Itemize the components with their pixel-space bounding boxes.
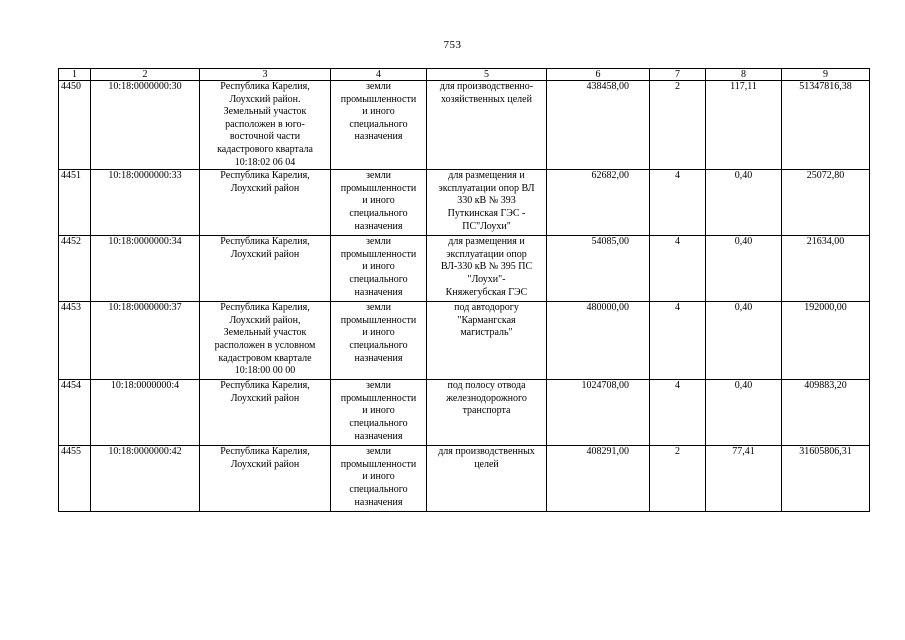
location-cell-line: кадастрового квартала [217, 143, 313, 155]
land-category-cell-line: назначения [354, 286, 403, 298]
column-header: 2 [91, 69, 200, 81]
location-cell-line: Республика Карелия, [220, 81, 310, 92]
land-category-cell-line: и иного [362, 405, 395, 417]
cadastral-number-cell: 10:18:0000000:4 [91, 380, 200, 446]
permitted-use-cell-line: "Лоухи"- [467, 273, 506, 285]
land-category-cell-line: назначения [354, 131, 403, 143]
cadastral-value-cell: 31605806,31 [782, 446, 870, 512]
cadastral-value-cell: 192000,00 [782, 302, 870, 380]
cadastral-value-cell: 21634,00 [782, 236, 870, 302]
cadastral-value-cell: 51347816,38 [782, 81, 870, 170]
rate-cell: 0,40 [706, 302, 782, 380]
permitted-use-cell [427, 380, 547, 446]
group-cell: 4 [650, 302, 706, 380]
rate-cell: 77,41 [706, 446, 782, 512]
location-cell-line: Республика Карелия, [220, 302, 310, 314]
location-cell-line: Республика Карелия, [220, 236, 310, 248]
land-category-cell-line: специального [349, 273, 408, 285]
land-category-cell-line: земли [365, 380, 392, 392]
location-cell-line: Лоухский район [230, 182, 300, 194]
permitted-use-cell-line: магистраль" [460, 327, 513, 339]
rate-cell: 0,40 [706, 236, 782, 302]
land-category-cell-line: промышленности [340, 248, 417, 260]
land-category-cell-line: назначения [354, 430, 403, 442]
permitted-use-cell-line: для производственных [438, 446, 535, 458]
table-body [59, 81, 870, 512]
permitted-use-cell [427, 170, 547, 236]
land-category-cell-line: земли [365, 446, 392, 458]
column-header: 5 [427, 69, 547, 81]
location-cell-line: 10:18:00 00 00 [234, 365, 296, 377]
permitted-use-cell-line: под полосу отвода [447, 380, 526, 392]
permitted-use-cell-line: для размещения и [448, 170, 525, 182]
table-row [59, 302, 870, 380]
land-category-cell-line: земли [365, 236, 392, 248]
land-category-cell-line: промышленности [340, 93, 417, 105]
area-cell: 1024708,00 [547, 380, 650, 446]
permitted-use-cell-line: эксплуатации опор [446, 248, 527, 260]
column-header: 3 [200, 69, 331, 81]
land-category-cell-line: земли [365, 81, 392, 92]
permitted-use-cell-line: ВЛ-330 кВ № 395 ПС [440, 261, 533, 273]
cadastral-value-cell: 409883,20 [782, 380, 870, 446]
location-cell [200, 81, 331, 170]
location-cell-line: Республика Карелия, [220, 380, 310, 392]
group-cell: 2 [650, 81, 706, 170]
land-category-cell-line: и иного [362, 195, 395, 207]
land-category-cell-line: специального [349, 483, 408, 495]
location-cell-line: Лоухский район [230, 392, 300, 404]
permitted-use-cell-line: целей [474, 458, 499, 470]
location-cell [200, 446, 331, 512]
land-category-cell-line: назначения [354, 496, 403, 508]
location-cell [200, 170, 331, 236]
cadastral-number-cell: 10:18:0000000:37 [91, 302, 200, 380]
location-cell-line: Лоухский район [230, 248, 300, 260]
location-cell-line: Лоухский район. [229, 93, 301, 105]
group-cell: 4 [650, 170, 706, 236]
land-category-cell [331, 446, 427, 512]
column-header: 4 [331, 69, 427, 81]
permitted-use-cell-line: Княжегубская ГЭС [445, 286, 528, 298]
header-row [59, 69, 870, 81]
row-number-cell: 4450 [59, 81, 91, 170]
permitted-use-cell-line: для размещения и [448, 236, 525, 248]
land-category-cell-line: промышленности [340, 314, 417, 326]
location-cell-line: расположен в условном [214, 339, 316, 351]
land-category-cell-line: промышленности [340, 392, 417, 404]
page-number: 753 [443, 39, 462, 51]
column-header: 6 [547, 69, 650, 81]
rate-cell: 0,40 [706, 170, 782, 236]
row-number-cell: 4453 [59, 302, 91, 380]
land-category-cell-line: назначения [354, 352, 403, 364]
permitted-use-cell-line: железнодорожного [446, 392, 527, 404]
land-category-cell-line: специального [349, 207, 408, 219]
location-cell-line: кадастровом квартале [218, 352, 312, 364]
land-category-cell-line: специального [349, 118, 408, 130]
land-category-cell [331, 302, 427, 380]
rate-cell: 0,40 [706, 380, 782, 446]
land-category-cell-line: специального [349, 339, 408, 351]
land-register-table [58, 68, 870, 512]
group-cell: 4 [650, 380, 706, 446]
land-category-cell-line: и иного [362, 261, 395, 273]
row-number-cell: 4451 [59, 170, 91, 236]
area-cell: 408291,00 [547, 446, 650, 512]
permitted-use-cell-line: транспорта [462, 405, 511, 417]
permitted-use-cell-line: Путкинская ГЭС - [447, 207, 526, 219]
permitted-use-cell-line: под автодорогу [454, 302, 519, 314]
land-category-cell-line: и иного [362, 327, 395, 339]
table-row [59, 170, 870, 236]
permitted-use-cell-line: ПС"Лоухи" [462, 220, 511, 232]
row-number-cell: 4452 [59, 236, 91, 302]
land-category-cell [331, 170, 427, 236]
cadastral-number-cell: 10:18:0000000:42 [91, 446, 200, 512]
land-category-cell-line: и иного [362, 106, 395, 118]
location-cell-line: Лоухский район, [229, 314, 301, 326]
permitted-use-cell [427, 302, 547, 380]
cadastral-number-cell: 10:18:0000000:33 [91, 170, 200, 236]
land-category-cell [331, 380, 427, 446]
permitted-use-cell-line: эксплуатации опор ВЛ [438, 182, 535, 194]
permitted-use-cell [427, 236, 547, 302]
group-cell: 4 [650, 236, 706, 302]
group-cell: 2 [650, 446, 706, 512]
table-row [59, 81, 870, 170]
land-category-cell-line: промышленности [340, 458, 417, 470]
location-cell [200, 380, 331, 446]
column-header: 7 [650, 69, 706, 81]
cadastral-value-cell: 25072,80 [782, 170, 870, 236]
land-category-cell [331, 236, 427, 302]
permitted-use-cell [427, 446, 547, 512]
table-row [59, 446, 870, 512]
location-cell-line: Республика Карелия, [220, 446, 310, 458]
cadastral-number-cell: 10:18:0000000:30 [91, 81, 200, 170]
land-category-cell-line: промышленности [340, 182, 417, 194]
permitted-use-cell-line: для производственно- [439, 81, 534, 92]
location-cell [200, 236, 331, 302]
land-category-cell-line: и иного [362, 471, 395, 483]
column-header: 9 [782, 69, 870, 81]
land-category-cell [331, 81, 427, 170]
land-category-cell-line: назначения [354, 220, 403, 232]
area-cell: 62682,00 [547, 170, 650, 236]
row-number-cell: 4455 [59, 446, 91, 512]
table-row [59, 236, 870, 302]
location-cell-line: Земельный участок [223, 106, 307, 118]
land-category-cell-line: земли [365, 302, 392, 314]
location-cell-line: Земельный участок [223, 327, 307, 339]
location-cell-line: Лоухский район [230, 458, 300, 470]
area-cell: 54085,00 [547, 236, 650, 302]
area-cell: 438458,00 [547, 81, 650, 170]
row-number-cell: 4454 [59, 380, 91, 446]
area-cell: 480000,00 [547, 302, 650, 380]
location-cell-line: 10:18:02 06 04 [234, 156, 296, 168]
location-cell-line: восточной части [229, 131, 301, 143]
location-cell [200, 302, 331, 380]
column-header: 1 [59, 69, 91, 81]
permitted-use-cell [427, 81, 547, 170]
permitted-use-cell-line: "Кармангская [457, 314, 516, 326]
land-category-cell-line: земли [365, 170, 392, 182]
column-header: 8 [706, 69, 782, 81]
location-cell-line: расположен в юго- [225, 118, 305, 130]
permitted-use-cell-line: 330 кВ № 393 [457, 195, 516, 207]
permitted-use-cell-line: хозяйственных целей [441, 93, 532, 105]
table-row [59, 380, 870, 446]
land-category-cell-line: специального [349, 417, 408, 429]
rate-cell: 117,11 [706, 81, 782, 170]
location-cell-line: Республика Карелия, [220, 170, 310, 182]
cadastral-number-cell: 10:18:0000000:34 [91, 236, 200, 302]
